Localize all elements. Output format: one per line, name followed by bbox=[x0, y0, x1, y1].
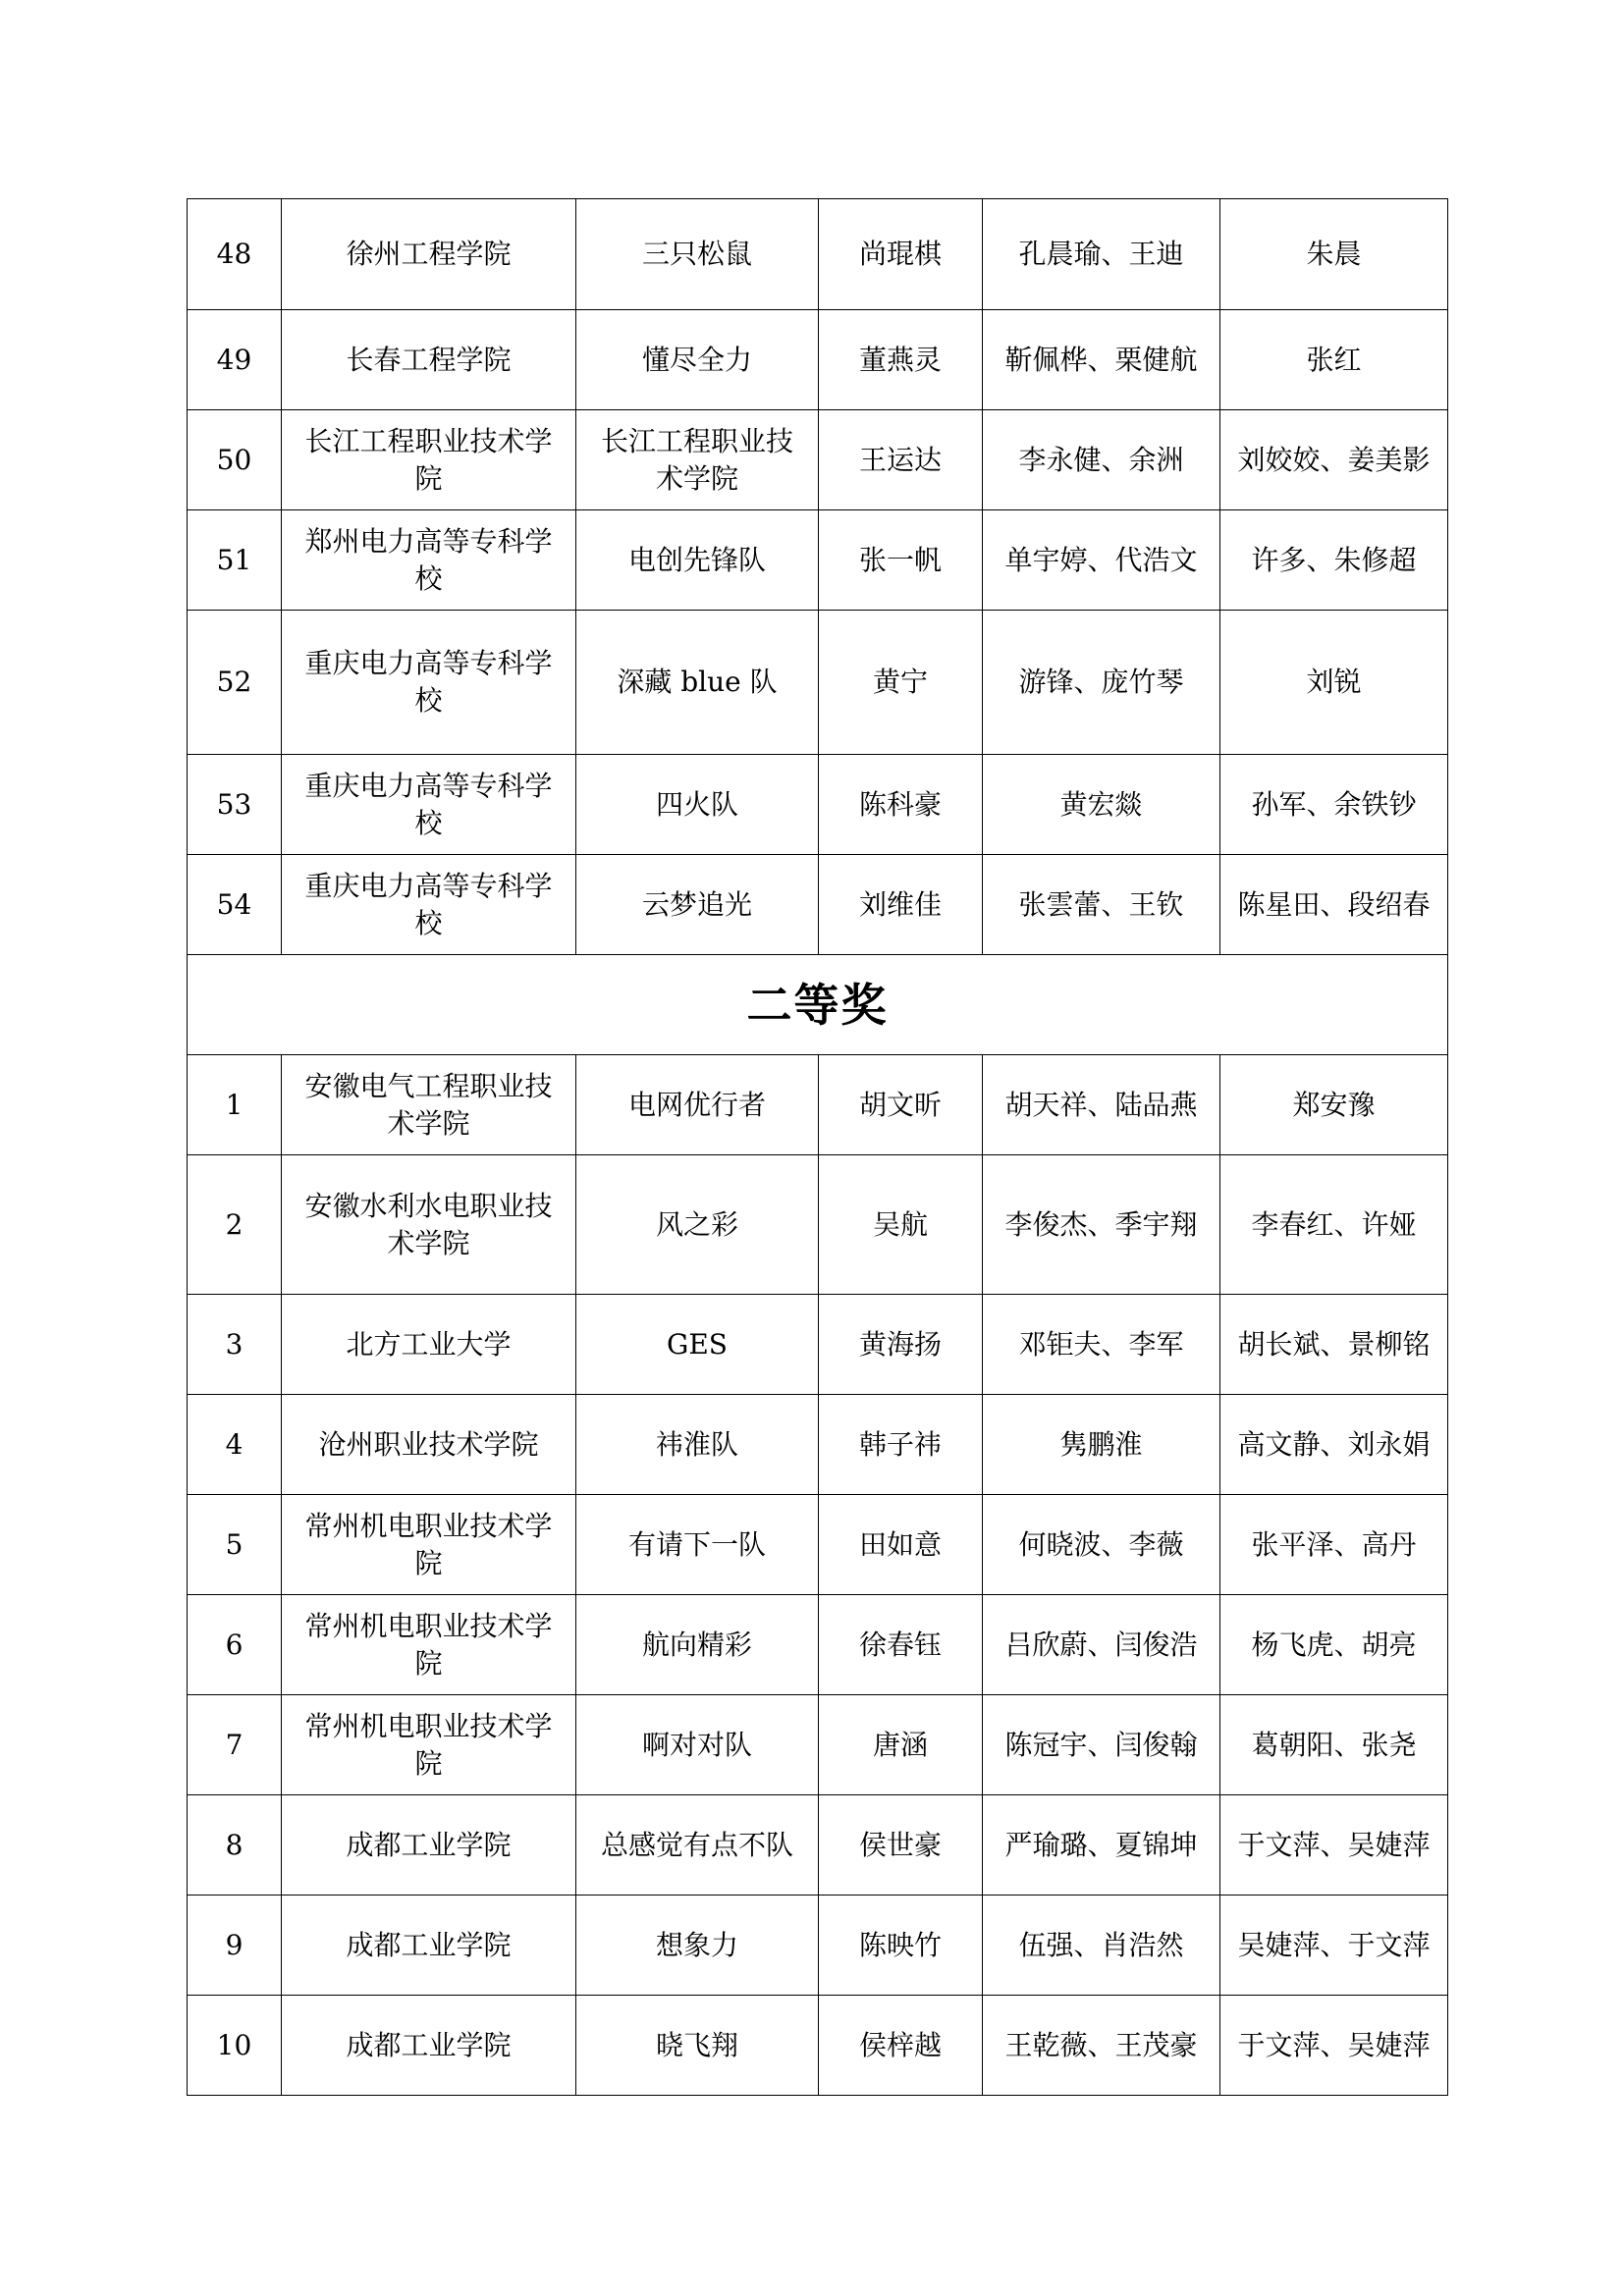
leader-cell: 韩子祎 bbox=[819, 1395, 983, 1495]
row-number: 2 bbox=[188, 1155, 282, 1295]
team-cell: 懂尽全力 bbox=[576, 310, 819, 410]
advisor-cell: 于文萍、吴婕萍 bbox=[1220, 1795, 1448, 1896]
table-row bbox=[188, 1495, 1448, 1595]
team-cell: 云梦追光 bbox=[576, 855, 819, 955]
team-cell: 晓飞翔 bbox=[576, 1996, 819, 2096]
leader-cell: 唐涵 bbox=[819, 1695, 983, 1795]
advisor-cell: 陈星田、段绍春 bbox=[1220, 855, 1448, 955]
advisor-cell: 张平泽、高丹 bbox=[1220, 1495, 1448, 1595]
team-cell: 电网优行者 bbox=[576, 1055, 819, 1155]
members-cell: 李永健、余洲 bbox=[983, 410, 1220, 510]
school-cell: 沧州职业技术学院 bbox=[282, 1395, 576, 1495]
award-table bbox=[187, 198, 1448, 2096]
school-cell: 安徽电气工程职业技术学院 bbox=[282, 1055, 576, 1155]
team-cell: 长江工程职业技术学院 bbox=[576, 410, 819, 510]
row-number: 50 bbox=[188, 410, 282, 510]
school-cell: 常州机电职业技术学院 bbox=[282, 1695, 576, 1795]
school-cell: 重庆电力高等专科学校 bbox=[282, 755, 576, 855]
school-cell: 长春工程学院 bbox=[282, 310, 576, 410]
advisor-cell: 胡长斌、景柳铭 bbox=[1220, 1295, 1448, 1395]
advisor-cell: 李春红、许娅 bbox=[1220, 1155, 1448, 1295]
school-cell: 成都工业学院 bbox=[282, 1795, 576, 1896]
advisor-cell: 刘锐 bbox=[1220, 611, 1448, 755]
table-row bbox=[188, 1295, 1448, 1395]
table-row bbox=[188, 1896, 1448, 1996]
school-cell: 安徽水利水电职业技术学院 bbox=[282, 1155, 576, 1295]
leader-cell: 陈映竹 bbox=[819, 1896, 983, 1996]
table-row bbox=[188, 510, 1448, 611]
advisor-cell: 许多、朱修超 bbox=[1220, 510, 1448, 611]
leader-cell: 黄宁 bbox=[819, 611, 983, 755]
row-number: 48 bbox=[188, 199, 282, 310]
team-cell: 四火队 bbox=[576, 755, 819, 855]
table-row bbox=[188, 199, 1448, 310]
team-cell: 风之彩 bbox=[576, 1155, 819, 1295]
team-cell: 航向精彩 bbox=[576, 1595, 819, 1695]
members-cell: 邓钜夫、李军 bbox=[983, 1295, 1220, 1395]
school-cell: 常州机电职业技术学院 bbox=[282, 1495, 576, 1595]
members-cell: 李俊杰、季宇翔 bbox=[983, 1155, 1220, 1295]
members-cell: 伍强、肖浩然 bbox=[983, 1896, 1220, 1996]
members-cell: 孔晨瑜、王迪 bbox=[983, 199, 1220, 310]
advisor-cell: 张红 bbox=[1220, 310, 1448, 410]
leader-cell: 陈科豪 bbox=[819, 755, 983, 855]
table-row bbox=[188, 1395, 1448, 1495]
school-cell: 重庆电力高等专科学校 bbox=[282, 611, 576, 755]
members-cell: 靳佩桦、栗健航 bbox=[983, 310, 1220, 410]
members-cell: 王乾薇、王茂豪 bbox=[983, 1996, 1220, 2096]
table-row bbox=[188, 611, 1448, 755]
row-number: 3 bbox=[188, 1295, 282, 1395]
members-cell: 胡天祥、陆品燕 bbox=[983, 1055, 1220, 1155]
leader-cell: 田如意 bbox=[819, 1495, 983, 1595]
leader-cell: 吴航 bbox=[819, 1155, 983, 1295]
row-number: 49 bbox=[188, 310, 282, 410]
row-number: 4 bbox=[188, 1395, 282, 1495]
school-cell: 徐州工程学院 bbox=[282, 199, 576, 310]
row-number: 52 bbox=[188, 611, 282, 755]
row-number: 7 bbox=[188, 1695, 282, 1795]
advisor-cell: 杨飞虎、胡亮 bbox=[1220, 1595, 1448, 1695]
row-number: 54 bbox=[188, 855, 282, 955]
advisor-cell: 葛朝阳、张尧 bbox=[1220, 1695, 1448, 1795]
row-number: 6 bbox=[188, 1595, 282, 1695]
members-cell: 张雲蕾、王钦 bbox=[983, 855, 1220, 955]
table-row bbox=[188, 410, 1448, 510]
leader-cell: 徐春钰 bbox=[819, 1595, 983, 1695]
table-row bbox=[188, 1695, 1448, 1795]
team-cell: 深藏 blue 队 bbox=[576, 611, 819, 755]
row-number: 8 bbox=[188, 1795, 282, 1896]
team-cell: 总感觉有点不队 bbox=[576, 1795, 819, 1896]
table-row bbox=[188, 1595, 1448, 1695]
team-cell: 啊对对队 bbox=[576, 1695, 819, 1795]
row-number: 53 bbox=[188, 755, 282, 855]
advisor-cell: 孙军、余铁钞 bbox=[1220, 755, 1448, 855]
members-cell: 隽鹏淮 bbox=[983, 1395, 1220, 1495]
leader-cell: 侯世豪 bbox=[819, 1795, 983, 1896]
advisor-cell: 朱晨 bbox=[1220, 199, 1448, 310]
row-number: 5 bbox=[188, 1495, 282, 1595]
school-cell: 北方工业大学 bbox=[282, 1295, 576, 1395]
school-cell: 成都工业学院 bbox=[282, 1996, 576, 2096]
school-cell: 长江工程职业技术学院 bbox=[282, 410, 576, 510]
table-row bbox=[188, 1155, 1448, 1295]
leader-cell: 董燕灵 bbox=[819, 310, 983, 410]
members-cell: 游锋、庞竹琴 bbox=[983, 611, 1220, 755]
table-row bbox=[188, 1055, 1448, 1155]
school-cell: 重庆电力高等专科学校 bbox=[282, 855, 576, 955]
team-cell: 祎淮队 bbox=[576, 1395, 819, 1495]
leader-cell: 尚琨棋 bbox=[819, 199, 983, 310]
members-cell: 吕欣蔚、闫俊浩 bbox=[983, 1595, 1220, 1695]
leader-cell: 黄海扬 bbox=[819, 1295, 983, 1395]
team-cell: 有请下一队 bbox=[576, 1495, 819, 1595]
table-row bbox=[188, 310, 1448, 410]
table-row bbox=[188, 1996, 1448, 2096]
members-cell: 严瑜璐、夏锦坤 bbox=[983, 1795, 1220, 1896]
leader-cell: 张一帆 bbox=[819, 510, 983, 611]
row-number: 1 bbox=[188, 1055, 282, 1155]
advisor-cell: 吴婕萍、于文萍 bbox=[1220, 1896, 1448, 1996]
row-number: 51 bbox=[188, 510, 282, 611]
team-cell: 想象力 bbox=[576, 1896, 819, 1996]
row-number: 9 bbox=[188, 1896, 282, 1996]
advisor-cell: 刘姣姣、姜美影 bbox=[1220, 410, 1448, 510]
row-number: 10 bbox=[188, 1996, 282, 2096]
leader-cell: 胡文昕 bbox=[819, 1055, 983, 1155]
table-row bbox=[188, 855, 1448, 955]
advisor-cell: 高文静、刘永娟 bbox=[1220, 1395, 1448, 1495]
team-cell: 三只松鼠 bbox=[576, 199, 819, 310]
table-row bbox=[188, 755, 1448, 855]
members-cell: 单宇婷、代浩文 bbox=[983, 510, 1220, 611]
leader-cell: 王运达 bbox=[819, 410, 983, 510]
school-cell: 郑州电力高等专科学校 bbox=[282, 510, 576, 611]
school-cell: 常州机电职业技术学院 bbox=[282, 1595, 576, 1695]
advisor-cell: 于文萍、吴婕萍 bbox=[1220, 1996, 1448, 2096]
members-cell: 黄宏燚 bbox=[983, 755, 1220, 855]
team-cell: 电创先锋队 bbox=[576, 510, 819, 611]
school-cell: 成都工业学院 bbox=[282, 1896, 576, 1996]
leader-cell: 刘维佳 bbox=[819, 855, 983, 955]
section-header-row bbox=[188, 955, 1448, 1055]
section-title: 二等奖 bbox=[188, 955, 1448, 1055]
members-cell: 何晓波、李薇 bbox=[983, 1495, 1220, 1595]
members-cell: 陈冠宇、闫俊翰 bbox=[983, 1695, 1220, 1795]
table-row bbox=[188, 1795, 1448, 1896]
leader-cell: 侯梓越 bbox=[819, 1996, 983, 2096]
advisor-cell: 郑安豫 bbox=[1220, 1055, 1448, 1155]
team-cell: GES bbox=[576, 1295, 819, 1395]
